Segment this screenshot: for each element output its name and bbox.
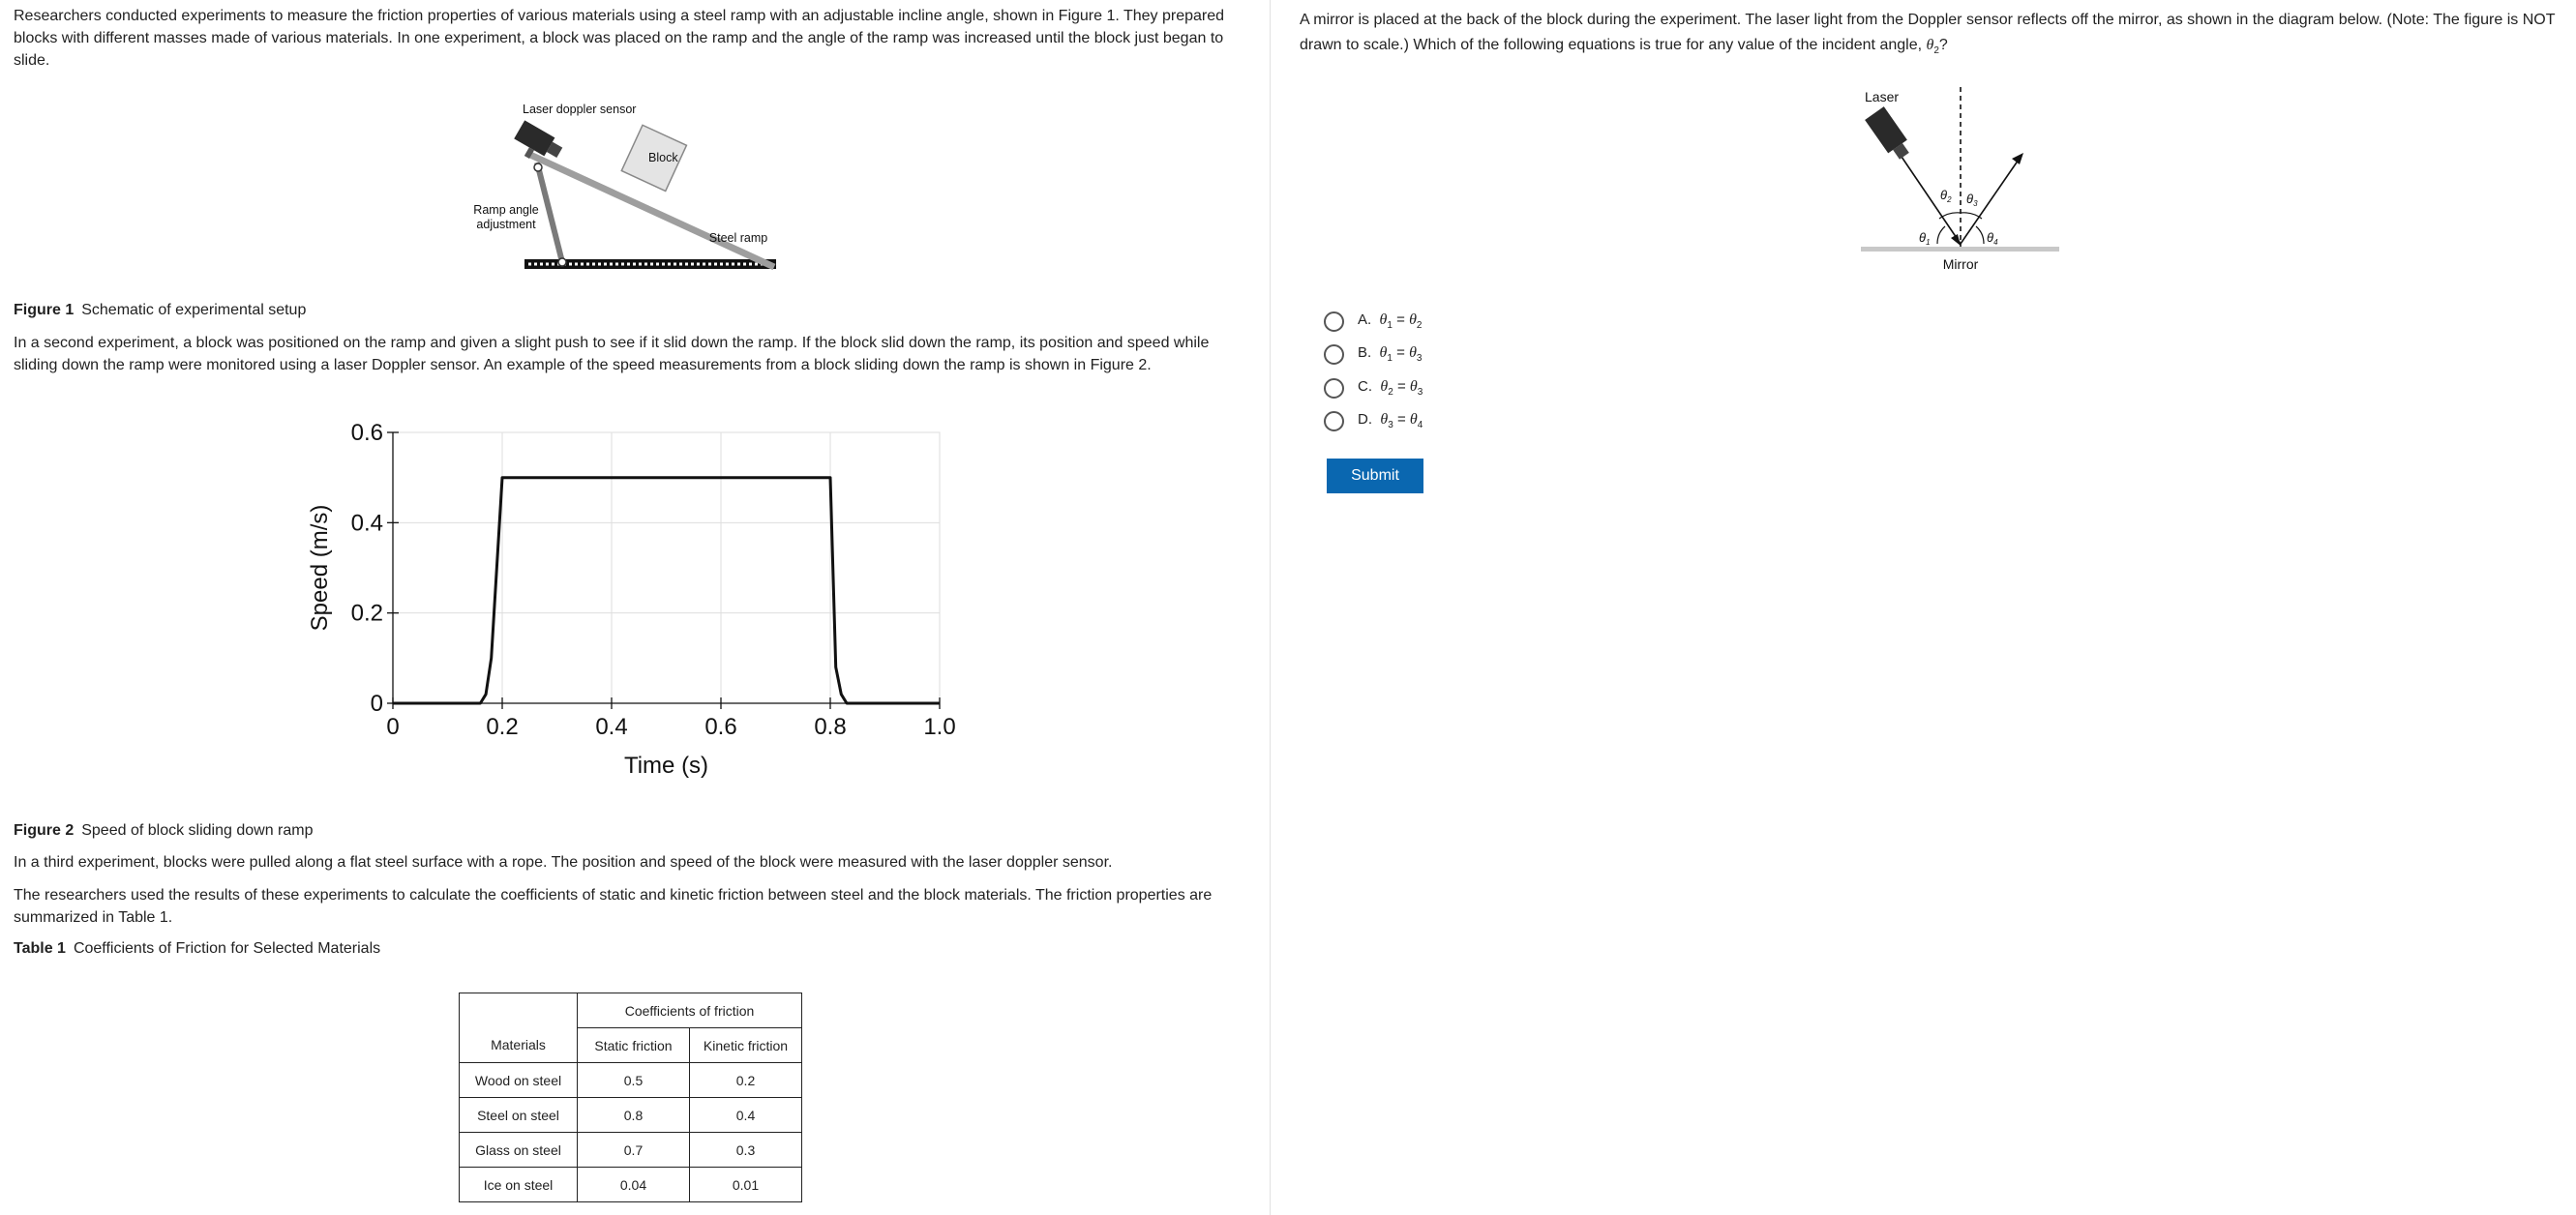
table-cell: 0.7 [578, 1133, 690, 1168]
arc-theta-4 [1976, 226, 1984, 244]
incident-arrow-icon [1951, 234, 1961, 246]
y-tick-label: 0.6 [350, 420, 383, 446]
arc-theta-1 [1937, 226, 1945, 244]
table-group-header: Coefficients of friction [578, 993, 802, 1028]
mirror-diagram [1851, 77, 2103, 281]
table-row [460, 1098, 802, 1133]
theta-3-label: $\theta_3$ [1966, 192, 1978, 208]
intro-paragraph: Researchers conducted experiments to measure the friction properties of various materials using a steel ramp with an adjustable incline angle, shown in Figure 1. They prepared blocks with different masses made of various materials. In one experiment, a block was placed on the ramp and the angle of the ramp was increased until the block just began to slide. [14, 8, 1225, 69]
leg-pivot [558, 258, 566, 266]
question-theta-sub: 2 [1933, 45, 1939, 57]
x-tick-label: 0.8 [814, 714, 847, 740]
reflected-arrow-icon [2012, 153, 2023, 164]
choice-d-label: D. $\theta_3 = \theta_4$ [1358, 411, 1423, 430]
choice-d[interactable] [1324, 407, 1423, 434]
y-tick-label: 0.4 [350, 510, 383, 537]
table-header-kinetic: Kinetic friction [690, 1028, 802, 1063]
question-pane [1271, 0, 2576, 1215]
table-cell: 0.3 [690, 1133, 802, 1168]
table-row [460, 1168, 802, 1202]
second-experiment-paragraph: In a second experiment, a block was positioned on the ramp and given a slight push to see if it slid down the ramp. If the block slid down the ramp, its position and speed while sliding down the ramp were monitored using a laser Doppler sensor. An example of the speed measurements from a block sliding down the ramp is shown in Figure 2. [14, 335, 1210, 373]
choice-b[interactable] [1324, 341, 1422, 368]
choice-a-radio[interactable] [1324, 311, 1344, 332]
table-row [460, 1063, 802, 1098]
theta-1-label: $\theta_1$ [1919, 230, 1931, 247]
passage-pane [0, 0, 1270, 1215]
figure-2-speed-chart [290, 411, 968, 798]
ramp-label: Steel ramp [708, 231, 768, 245]
mirror-label: Mirror [1942, 256, 1979, 272]
table-cell: Steel on steel [460, 1098, 578, 1133]
table-header-static: Static friction [578, 1028, 690, 1063]
choice-b-label: B. $\theta_1 = \theta_3$ [1358, 344, 1423, 364]
choice-d-radio[interactable] [1324, 411, 1344, 431]
table-cell: Wood on steel [460, 1063, 578, 1098]
table-cell: 0.8 [578, 1098, 690, 1133]
laser-label: Laser [1865, 89, 1900, 104]
figure-1-ramp-schematic [455, 97, 813, 281]
question-theta: θ [1926, 37, 1934, 53]
table-cell: 0.2 [690, 1063, 802, 1098]
table-cell: 0.5 [578, 1063, 690, 1098]
figure-2-caption [14, 821, 313, 841]
choice-c-label: C. $\theta_2 = \theta_3$ [1358, 378, 1423, 398]
figure-1-caption [14, 301, 306, 320]
figure-1-caption-label: Figure 1 [14, 302, 75, 318]
y-axis-label: Speed (m/s) [307, 504, 333, 632]
choice-a[interactable] [1324, 308, 1422, 335]
table-cell: Ice on steel [460, 1168, 578, 1202]
table-header-materials: Materials [460, 1028, 578, 1063]
x-tick-label: 0.6 [704, 714, 737, 740]
laser-icon [1865, 106, 1914, 163]
mirror-surface [1861, 247, 2059, 252]
choice-c[interactable] [1324, 374, 1423, 401]
y-tick-label: 0.2 [350, 600, 383, 627]
x-tick-label: 0 [386, 714, 400, 740]
summary-paragraph: The researchers used the results of these experiments to calculate the coefficients of static and kinetic friction between steel and the block materials. The friction properties are summarized in Table 1. [14, 887, 1213, 926]
question-line-2: drawn to scale.) Which of the following equations is true for any value of the incident angle, [1300, 37, 1927, 53]
table-cell: 0.4 [690, 1098, 802, 1133]
x-axis-label: Time (s) [623, 753, 709, 779]
table-row [460, 1133, 802, 1168]
table-1-caption [14, 939, 380, 959]
adjust-label-2: adjustment [476, 218, 536, 231]
figure-2-caption-label: Figure 2 [14, 822, 75, 839]
incident-ray [1902, 157, 1961, 244]
table-cell: 0.04 [578, 1168, 690, 1202]
x-tick-label: 0.4 [595, 714, 628, 740]
table-1-caption-text: Coefficients of Friction for Selected Materials [73, 940, 381, 957]
plot-area [393, 432, 940, 703]
choice-a-label: A. $\theta_1 = \theta_2$ [1358, 311, 1423, 331]
x-tick-label: 1.0 [923, 714, 956, 740]
adjust-label-1: Ramp angle [473, 203, 539, 217]
sensor-label: Laser doppler sensor [523, 103, 637, 116]
block-label: Block [648, 151, 678, 164]
choice-b-radio[interactable] [1324, 344, 1344, 365]
table-1-caption-label: Table 1 [14, 940, 66, 957]
figure-2-caption-text: Speed of block sliding down ramp [81, 822, 314, 839]
y-tick-label: 0 [370, 691, 383, 717]
table-cell: 0.01 [690, 1168, 802, 1202]
x-tick-label: 0.2 [486, 714, 519, 740]
table-cell: Glass on steel [460, 1133, 578, 1168]
ramp-pivot [534, 163, 542, 171]
support-leg [537, 163, 562, 262]
third-experiment-paragraph: In a third experiment, blocks were pulled along a flat steel surface with a rope. The position and speed of the block were measured with the laser doppler sensor. [14, 854, 1113, 871]
question-text [1300, 8, 2558, 64]
table-corner-cell [460, 993, 578, 1028]
submit-button[interactable]: Submit [1327, 459, 1423, 493]
figure-1-caption-text: Schematic of experimental setup [81, 302, 307, 318]
question-line-1: A mirror is placed at the back of the block during the experiment. The laser light from the Doppler sensor reflects off the mirror, as shown in the diagram below. (Note: The figure is NOT [1300, 12, 2556, 28]
choice-c-radio[interactable] [1324, 378, 1344, 399]
theta-4-label: $\theta_4$ [1987, 230, 1998, 247]
friction-table [459, 993, 802, 1202]
question-end: ? [1938, 37, 1948, 53]
theta-2-label: $\theta_2$ [1940, 188, 1952, 204]
